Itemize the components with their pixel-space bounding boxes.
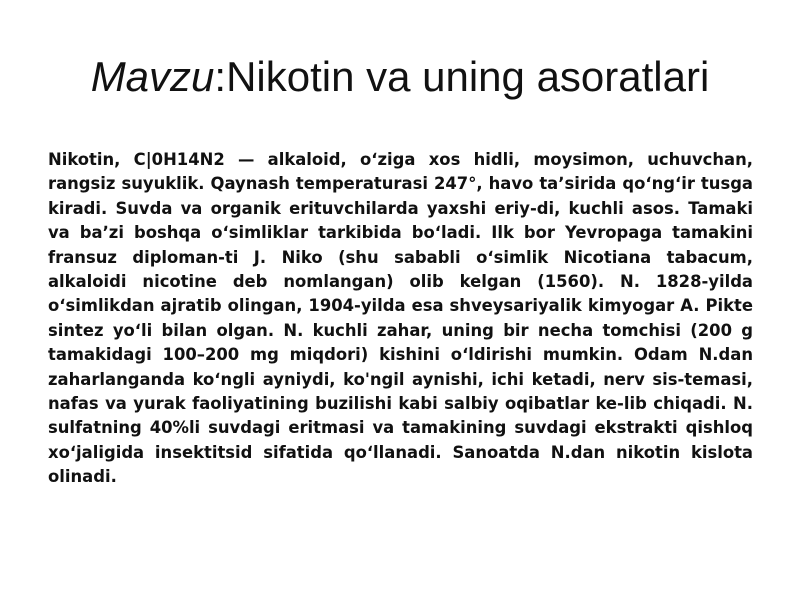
title-separator: :: [214, 53, 227, 100]
slide-title: [0, 50, 800, 104]
title-main: Nikotin va uning asoratlari: [226, 53, 710, 100]
title-prefix: Mavzu: [90, 53, 215, 100]
body-paragraph: Nikotin, C|0H14N2 — alkaloid, oʻziga xos hidli, moysimon, uchuvchan, rangsiz suyuklik. Qaynash temperaturasi 247°, havo taʼsirida qoʻngʻir tusga kiradi. Suvda va organik erituvchilarda yaxshi eriy-di, kuchli asos. Tamaki va baʼzi boshqa oʻsimliklar tarkibida boʻladi. Ilk bor Yevropaga tamakini fransuz diploman-ti J. Niko (shu sababli oʻsimlik Nicotiana tabacum, alkaloidi nicotine deb nomlangan) olib kelgan (1560). N. 1828-yilda oʻsimlikdan ajratib olingan, 1904-yilda esa shveysariyalik kimyogar A. Pikte sintez yoʻli bilan olgan. N. kuchli zahar, uning bir necha tomchisi (200 g tamakidagi 100–200 mg miqdori) kishini oʻldirishi mumkin. Odam N.dan zaharlanganda koʻngli ayniydi, ko'ngil aynishi, ichi ketadi, nerv sis-temasi, nafas va yurak faoliyatining buzilishi kabi salbiy oqibatlar ke-lib chiqadi. N. sulfatning 40%li suvdagi eritmasi va tamakining suvdagi ekstrakti qishloq xoʻjaligida insektitsid sifatida qoʻllanadi. Sanoatda N.dan nikotin kislota olinadi.: [48, 150, 753, 487]
